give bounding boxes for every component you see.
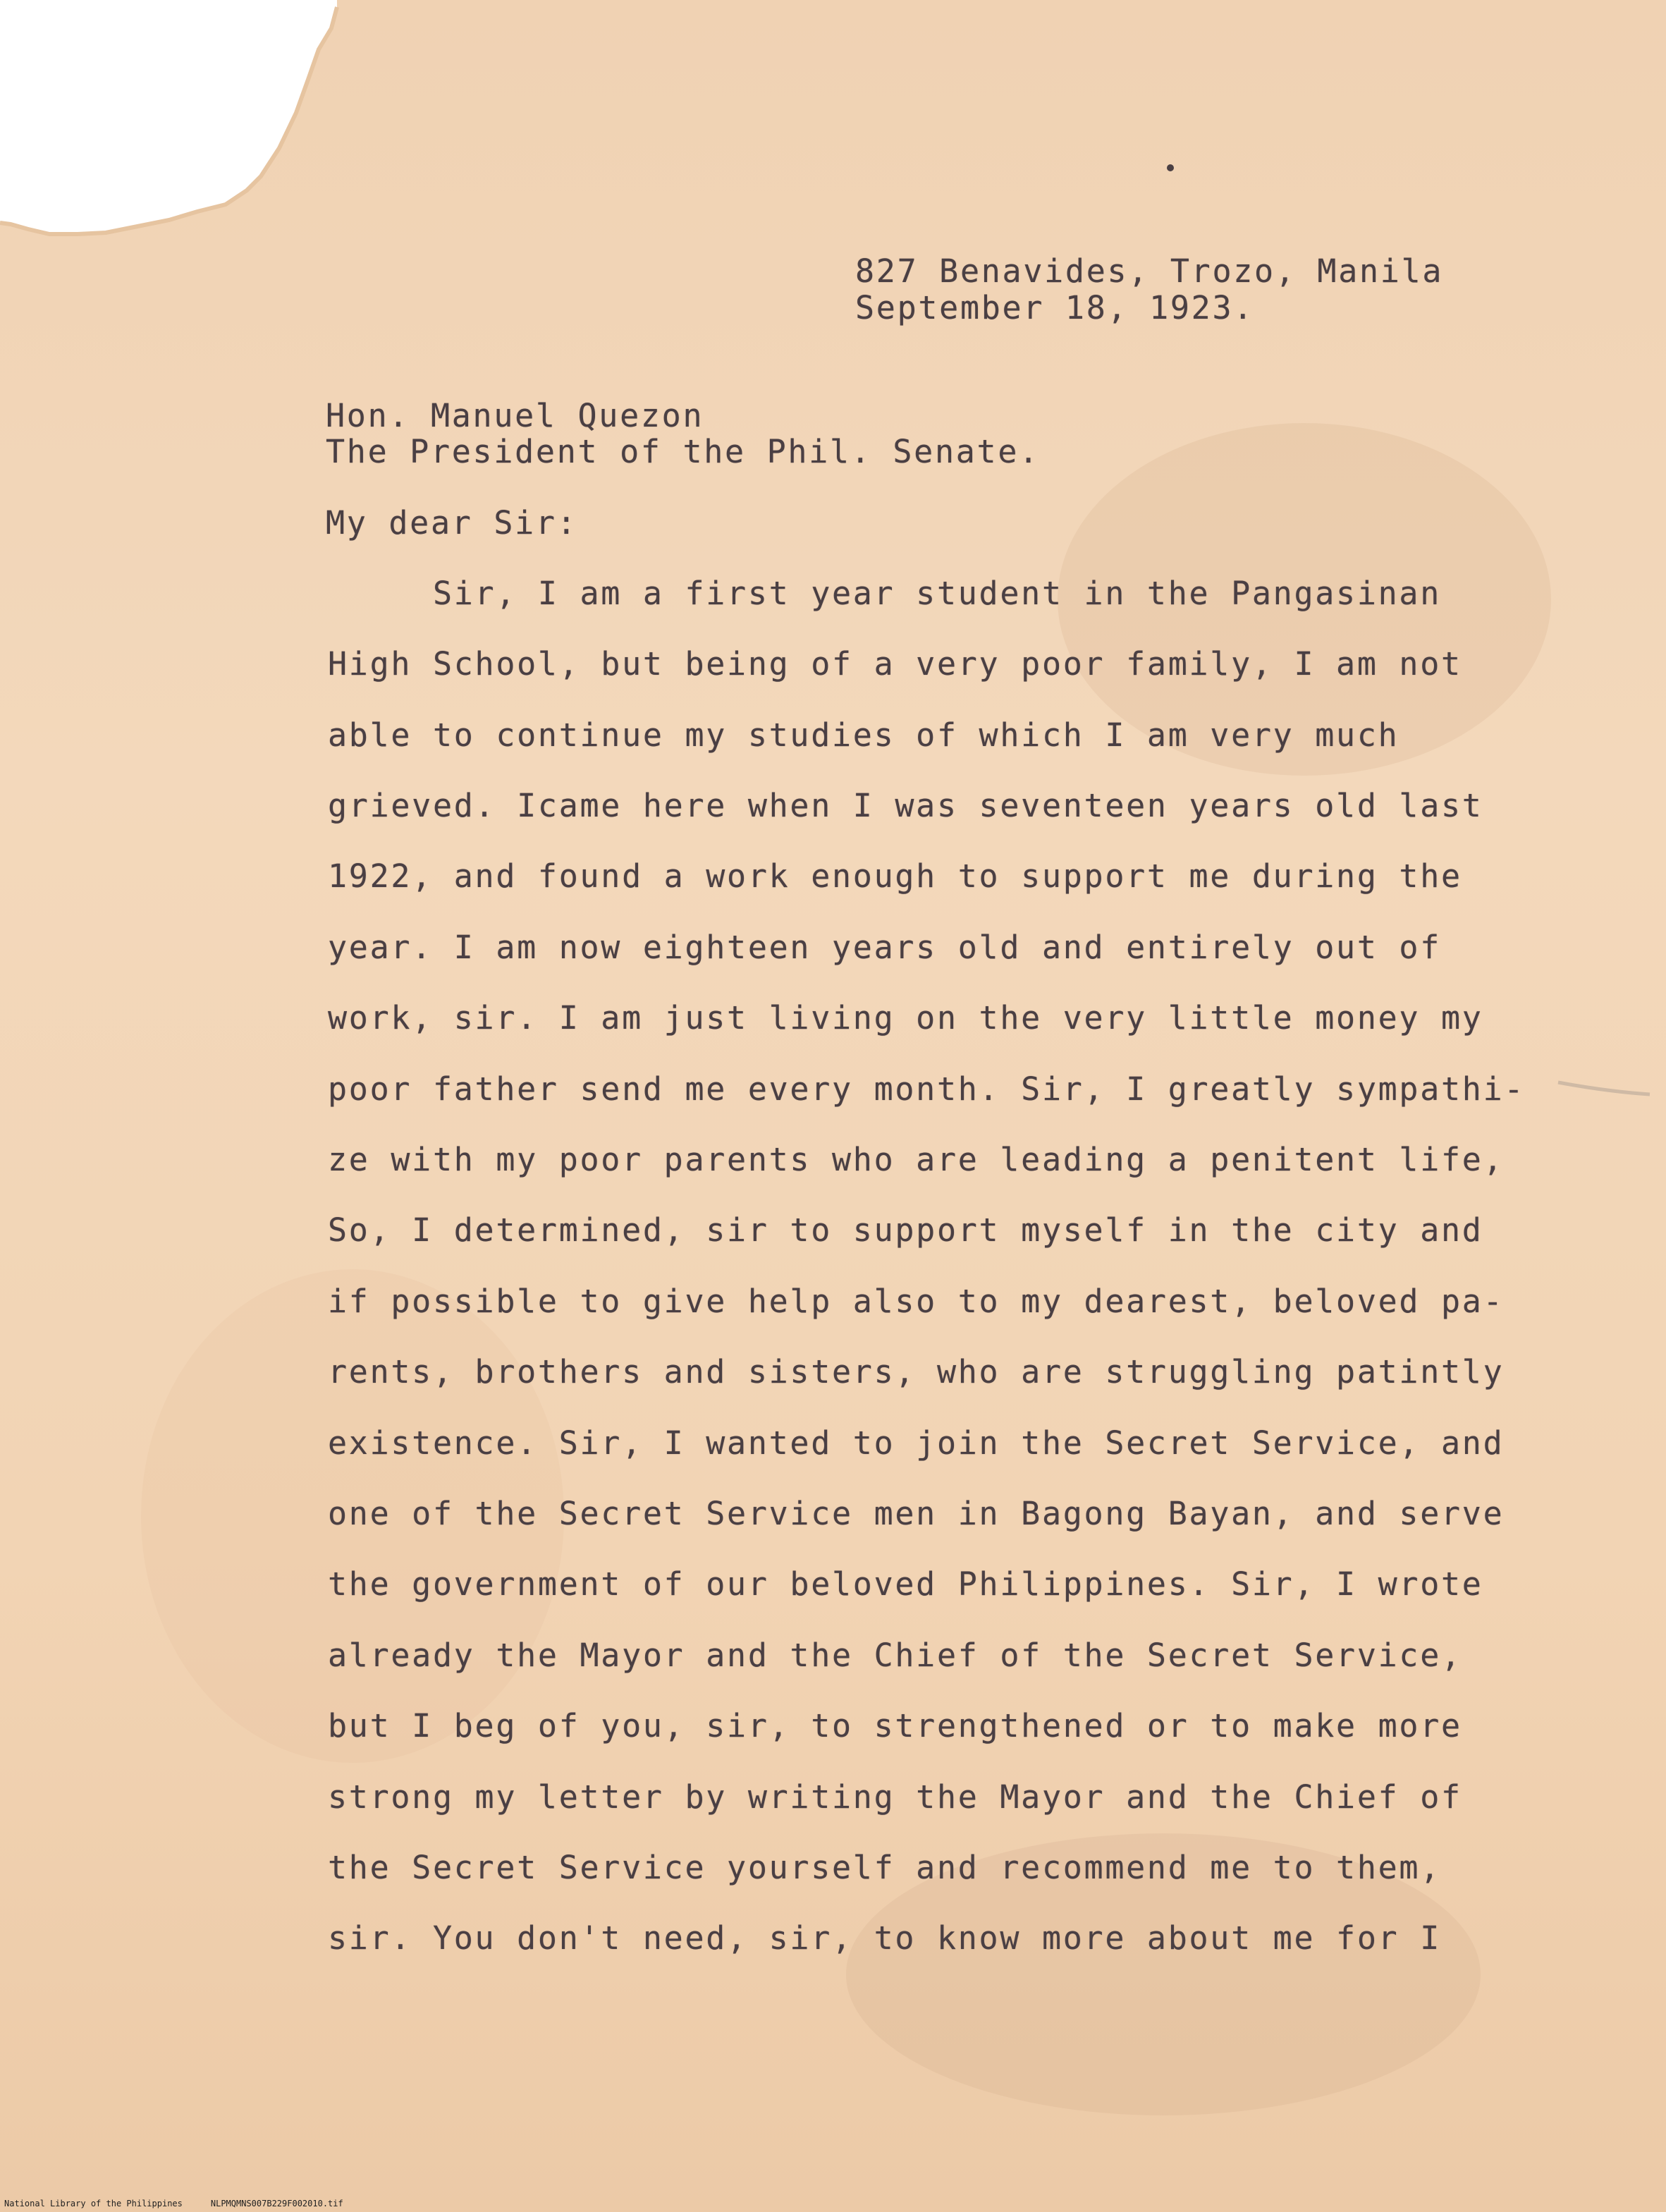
body-line: strong my letter by writing the Mayor and the Chief of bbox=[328, 1778, 1462, 1816]
footer-file-id: NLPMQMNS007B229F002010.tif bbox=[210, 2199, 343, 2208]
body-line: So, I determined, sir to support myself in the city and bbox=[328, 1211, 1483, 1249]
body-line: one of the Secret Service men in Bagong Bayan, and serve bbox=[328, 1495, 1505, 1532]
scan-footer bbox=[4, 2199, 372, 2208]
body-line: grieved. Icame here when I was seventeen years old last bbox=[328, 787, 1483, 824]
body-line: 1922, and found a work enough to support me during the bbox=[328, 857, 1462, 895]
body-line: poor father send me every month. Sir, I greatly sympathi- bbox=[328, 1070, 1526, 1108]
recipient-name: Hon. Manuel Quezon bbox=[326, 397, 704, 434]
footer-institution: National Library of the Philippines bbox=[4, 2199, 183, 2208]
body-line: High School, but being of a very poor family, I am not bbox=[328, 645, 1462, 683]
recipient-title: The President of the Phil. Senate. bbox=[326, 433, 1040, 470]
body-line: year. I am now eighteen years old and entirely out of bbox=[328, 929, 1441, 966]
letter-date: September 18, 1923. bbox=[855, 289, 1255, 326]
body-line: existence. Sir, I wanted to join the Secret Service, and bbox=[328, 1424, 1505, 1462]
body-line: sir. You don't need, sir, to know more about me for I bbox=[328, 1919, 1441, 1957]
body-line: already the Mayor and the Chief of the Secret Service, bbox=[328, 1637, 1462, 1674]
body-line: but I beg of you, sir, to strengthened or to make more bbox=[328, 1707, 1462, 1744]
body-line: the government of our beloved Philippines. Sir, I wrote bbox=[328, 1565, 1483, 1603]
body-line: if possible to give help also to my dearest, beloved pa- bbox=[328, 1283, 1505, 1320]
body-line: able to continue my studies of which I am very much bbox=[328, 716, 1399, 754]
body-line: rents, brothers and sisters, who are struggling patintly bbox=[328, 1353, 1505, 1391]
body-line: work, sir. I am just living on the very little money my bbox=[328, 999, 1483, 1037]
body-line: Sir, I am a first year student in the Pangasinan bbox=[328, 575, 1441, 612]
body-line: ze with my poor parents who are leading a penitent life, bbox=[328, 1141, 1505, 1178]
sender-address: 827 Benavides, Trozo, Manila bbox=[855, 252, 1444, 290]
salutation: My dear Sir: bbox=[326, 504, 578, 542]
body-line: the Secret Service yourself and recommend me to them, bbox=[328, 1849, 1441, 1886]
